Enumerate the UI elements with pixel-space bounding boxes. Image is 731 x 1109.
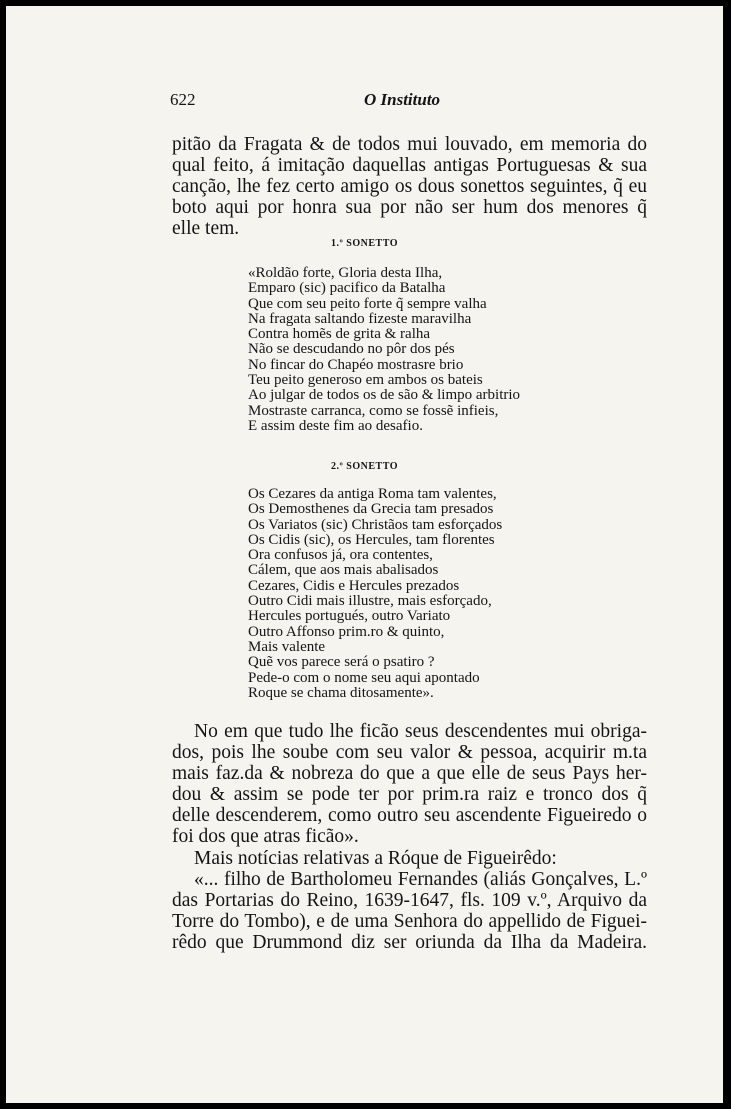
verse-line: Outro Affonso prim.ro & quinto, (248, 623, 445, 640)
book-page (6, 6, 723, 1103)
sonnet-1-heading: 1.º SONETTO (331, 238, 398, 249)
text-line: qual feito, á imitação daquellas antigas Portuguesas & sua (172, 155, 647, 176)
verse-line: Outro Cidi mais illustre, mais esforçado, (248, 593, 492, 610)
verse-line: Os Variatos (sic) Christãos tam esforçados (248, 516, 503, 533)
verse-line: Os Cezares da antiga Roma tam valentes, (248, 486, 497, 502)
verse-line: Mais valente (248, 638, 326, 655)
text-line: elle tem. (172, 218, 240, 239)
verse-line: E assim deste fim ao desafio. (248, 417, 423, 434)
text-line: «... filho de Bartholomeu Fernandes (aliás Gonçalves, L.º (194, 869, 647, 890)
verse-line: Ora confusos já, ora contentes, (248, 547, 433, 564)
notes-paragraph (172, 848, 647, 953)
sonnet-2 (248, 487, 502, 701)
verse-line: Contra homẽs de grita & ralha (248, 326, 431, 343)
verse-line: Quẽ vos parece será o psatiro ? (248, 654, 435, 671)
verse-line: Roque se chama ditosamente». (248, 684, 434, 701)
running-title: O Instituto (364, 90, 441, 109)
verse-line: Mostraste carranca, como se fossẽ infieis, (248, 402, 499, 419)
text-line: rêdo que Drummond diz ser oriunda da Ilha da Madeira. (172, 932, 647, 953)
text-line: das Portarias do Reino, 1639-1647, fls. 109 v.º, Arquivo da (172, 890, 647, 911)
text-line: No em que tudo lhe ficão seus descendentes mui obriga- (194, 721, 647, 742)
verse-line: Hercules portugués, outro Variato (248, 608, 451, 625)
verse-line: Cálem, que aos mais abalisados (248, 562, 439, 579)
verse-line: Não se descudando no pôr dos pés (248, 341, 455, 358)
text-line: Torre do Tombo), e de uma Senhora do appellido de Figuei- (172, 911, 647, 932)
page-header (170, 90, 470, 112)
closing-paragraph (172, 721, 647, 847)
sonnet-2-heading: 2.º SONETTO (331, 461, 398, 472)
verse-line: Ao julgar de todos os de são & limpo arbitrio (248, 387, 521, 404)
verse-line: Teu peito generoso em ambos os bateis (248, 372, 483, 389)
verse-line: Na fragata saltando fizeste maravilha (248, 310, 472, 327)
text-line: pitão da Fragata & de todos mui louvado, em memoria do (172, 134, 647, 155)
verse-line: Os Demosthenes da Grecia tam presados (248, 501, 494, 518)
text-line: delle descenderem, como outro seu ascendente Figueiredo o (172, 805, 647, 826)
text-line: canção, lhe fez certo amigo os dous sonettos seguintes, q̃ eu (172, 176, 647, 197)
text-line: mais faz.da & nobreza do que a que elle de seus Pays her- (172, 763, 647, 784)
verse-line: No fincar do Chapéo mostrasre brio (248, 356, 464, 373)
sonnet-1 (248, 266, 520, 434)
verse-line: Emparo (sic) pacifico da Batalha (248, 280, 446, 297)
text-line: dou & assim se pode ter por prim.ra raiz e tronco dos q̃ (172, 784, 647, 805)
verse-line: «Roldão forte, Gloria desta Ilha, (248, 265, 443, 281)
verse-line: Cezares, Cidis e Hercules prezados (248, 577, 460, 594)
text-line: boto aqui por honra sua por não ser hum dos menores q̃ (172, 197, 647, 218)
text-line: dos, pois lhe soube com seu valor & pessoa, acquirir m.ta (172, 742, 647, 763)
intro-paragraph (172, 134, 647, 239)
text-line: Mais notícias relativas a Róque de Figueirêdo: (194, 848, 557, 869)
verse-line: Os Cidis (sic), os Hercules, tam florentes (248, 531, 495, 548)
page-number: 622 (170, 90, 196, 109)
text-line: foi dos que atras ficão». (172, 826, 359, 847)
verse-line: Que com seu peito forte q̃ sempre valha (248, 295, 487, 312)
verse-line: Pede-o com o nome seu aqui apontado (248, 669, 480, 686)
